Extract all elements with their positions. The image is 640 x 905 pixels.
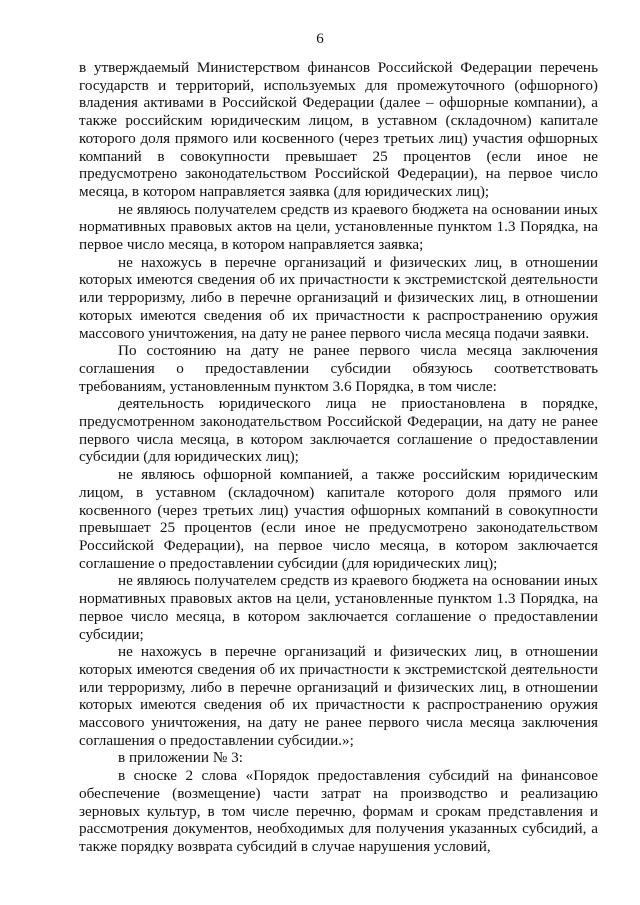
paragraph-not-in-extremist-list-application: не нахожусь в перечне организаций и физических лиц, в отношении которых имеются сведения об их причастности к экстремистской деятельности или терроризму, либо в перечне организаций и физических лиц, в отношении которых имеются сведения об их причастности к распространению оружия массового уничтожения, на дату не ранее первого числа месяца подачи заявки. <box>79 253 598 342</box>
paragraph-not-offshore-company: не являюсь офшорной компанией, а также российским юридическим лицом, в уставном (складочном) капитале которого доля прямого или косвенного (через третьих лиц) участия офшорных компаний в совокупности превышает 25 процентов (если иное не предусмотрено законодательством Российской Федерации), на первое число месяца, в котором заключается соглашение о предоставлении субсидии (для юридических лиц); <box>79 466 598 572</box>
paragraph-not-in-extremist-list-agreement: не нахожусь в перечне организаций и физических лиц, в отношении которых имеются сведения об их причастности к экстремистской деятельности или терроризму, либо в перечне организаций и физических лиц, в отношении которых имеются сведения об их причастности к распространению оружия массового уничтожения, на дату не ранее первого числа месяца заключения соглашения о предоставлении субсидии.»; <box>79 643 598 749</box>
paragraph-agreement-obligations: По состоянию на дату не ранее первого числа месяца заключения соглашения о предоставлении субсидии обязуюсь соответствовать требованиям, установленным пунктом 3.6 Порядка, в том числе: <box>79 342 598 395</box>
paragraph-not-budget-recipient-agreement: не являюсь получателем средств из краевого бюджета на основании иных нормативных правовых актов на цели, установленные пунктом 1.3 Порядка, на первое число месяца, в котором заключается соглашение о предоставлении субсидии; <box>79 572 598 643</box>
paragraph-offshore-continuation: в утверждаемый Министерством финансов Российской Федерации перечень государств и территорий, используемых для промежуточного (офшорного) владения активами в Российской Федерации (далее – офшорные компании), а также российским юридическим лицом, в уставном (складочном) капитале которого доля прямого или косвенного (через третьих лиц) участия офшорных компаний в совокупности превышает 25 процентов (если иное не предусмотрено законодательством Российской Федерации), на первое число месяца, в котором направляется заявка (для юридических лиц); <box>79 59 598 200</box>
page-number: 6 <box>316 31 324 47</box>
paragraph-activity-not-suspended: деятельность юридического лица не приостановлена в порядке, предусмотренном законодательством Российской Федерации, на дату не ранее первого числа месяца, в котором заключается соглашение о предоставлении субсидии (для юридических лиц); <box>79 395 598 466</box>
paragraph-footnote-2-amendment: в сноске 2 слова «Порядок предоставления субсидий на финансовое обеспечение (возмещение) части затрат на производство и реализацию зерновых культур, в том числе перечню, формам и срокам представления и рассмотрения документов, необходимых для получения указанных субсидий, а также порядку возврата субсидий в случае нарушения условий, <box>79 767 598 855</box>
document-body <box>79 59 598 856</box>
paragraph-not-budget-recipient-application: не являюсь получателем средств из краевого бюджета на основании иных нормативных правовых актов на цели, установленные пунктом 1.3 Порядка, на первое число месяца, в котором направляется заявка; <box>79 200 598 254</box>
paragraph-appendix-3-heading: в приложении № 3: <box>118 749 243 767</box>
